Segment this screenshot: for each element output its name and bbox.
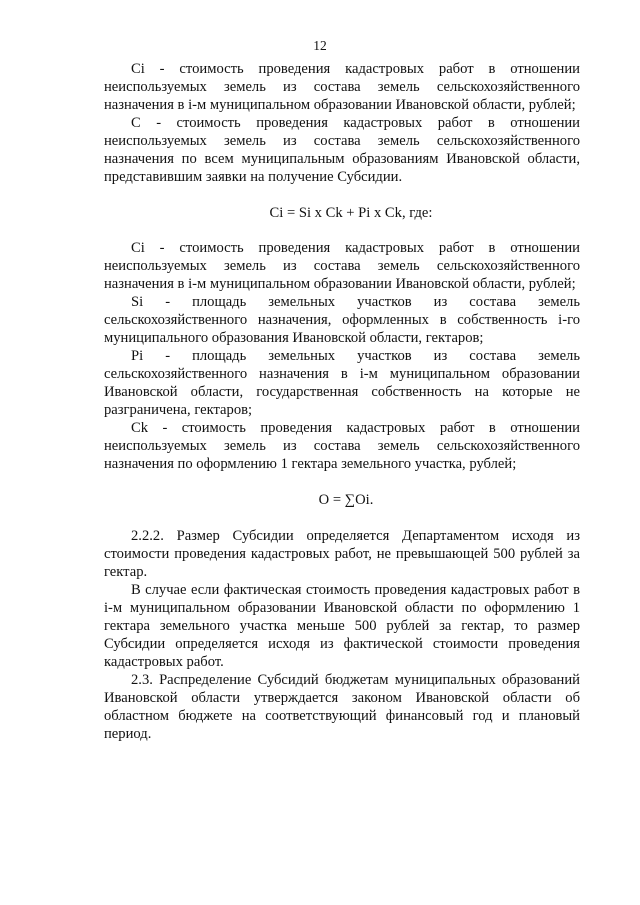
paragraph-ci-top: Ci - стоимость проведения кадастровых работ в отношении неиспользуемых земель из состава земель сельскохозяйственного назначения в i-м муниципальном образовании Ивановской области, рублей;	[104, 61, 580, 113]
definition-ci: Ci - стоимость проведения кадастровых работ в отношении неиспользуемых земель из состава земель сельскохозяйственного назначения в i-м муниципальном образовании Ивановской области, рублей;	[104, 240, 580, 292]
document-body	[104, 60, 580, 743]
formula-sum: O = ∑Oi.	[318, 492, 374, 508]
definition-ck: Ck - стоимость проведения кадастровых работ в отношении неиспользуемых земель из состава земель сельскохозяйственного назначения по оформлению 1 гектара земельного участка, рублей;	[104, 420, 580, 472]
paragraph-c-top: C - стоимость проведения кадастровых работ в отношении неиспользуемых земель из состава земель сельскохозяйственного назначения по всем муниципальным образованиям Ивановской области, представившим заявки на получение Субсидии.	[104, 115, 580, 185]
paragraph-actual-cost: В случае если фактическая стоимость проведения кадастровых работ в i-м муниципальном образовании Ивановской области по оформлению 1 гектара земельного участка меньше 500 рублей за гектар, то размер Субсидии определяется исходя из фактической стоимости проведения кадастровых работ.	[104, 582, 580, 670]
paragraph-2-2-2: 2.2.2. Размер Субсидии определяется Департаментом исходя из стоимости проведения кадастровых работ, не превышающей 500 рублей за гектар.	[104, 528, 580, 580]
definition-pi: Pi - площадь земельных участков из состава земель сельскохозяйственного назначения в i-м муниципальном образовании Ивановской области, государственная собственность на которые не разграничена, гектаров;	[104, 348, 580, 418]
definition-si: Si - площадь земельных участков из состава земель сельскохозяйственного назначения, оформленных в собственность i-го муниципального образования Ивановской области, гектаров;	[104, 294, 580, 346]
page-number: 12	[313, 38, 327, 53]
paragraph-2-3: 2.3. Распределение Субсидий бюджетам муниципальных образований Ивановской области утверждается законом Ивановской области об областном бюджете на соответствующий финансовый год и плановый период.	[104, 672, 580, 742]
formula-ci: Ci = Si x Ck + Pi x Ck, где:	[269, 205, 433, 221]
